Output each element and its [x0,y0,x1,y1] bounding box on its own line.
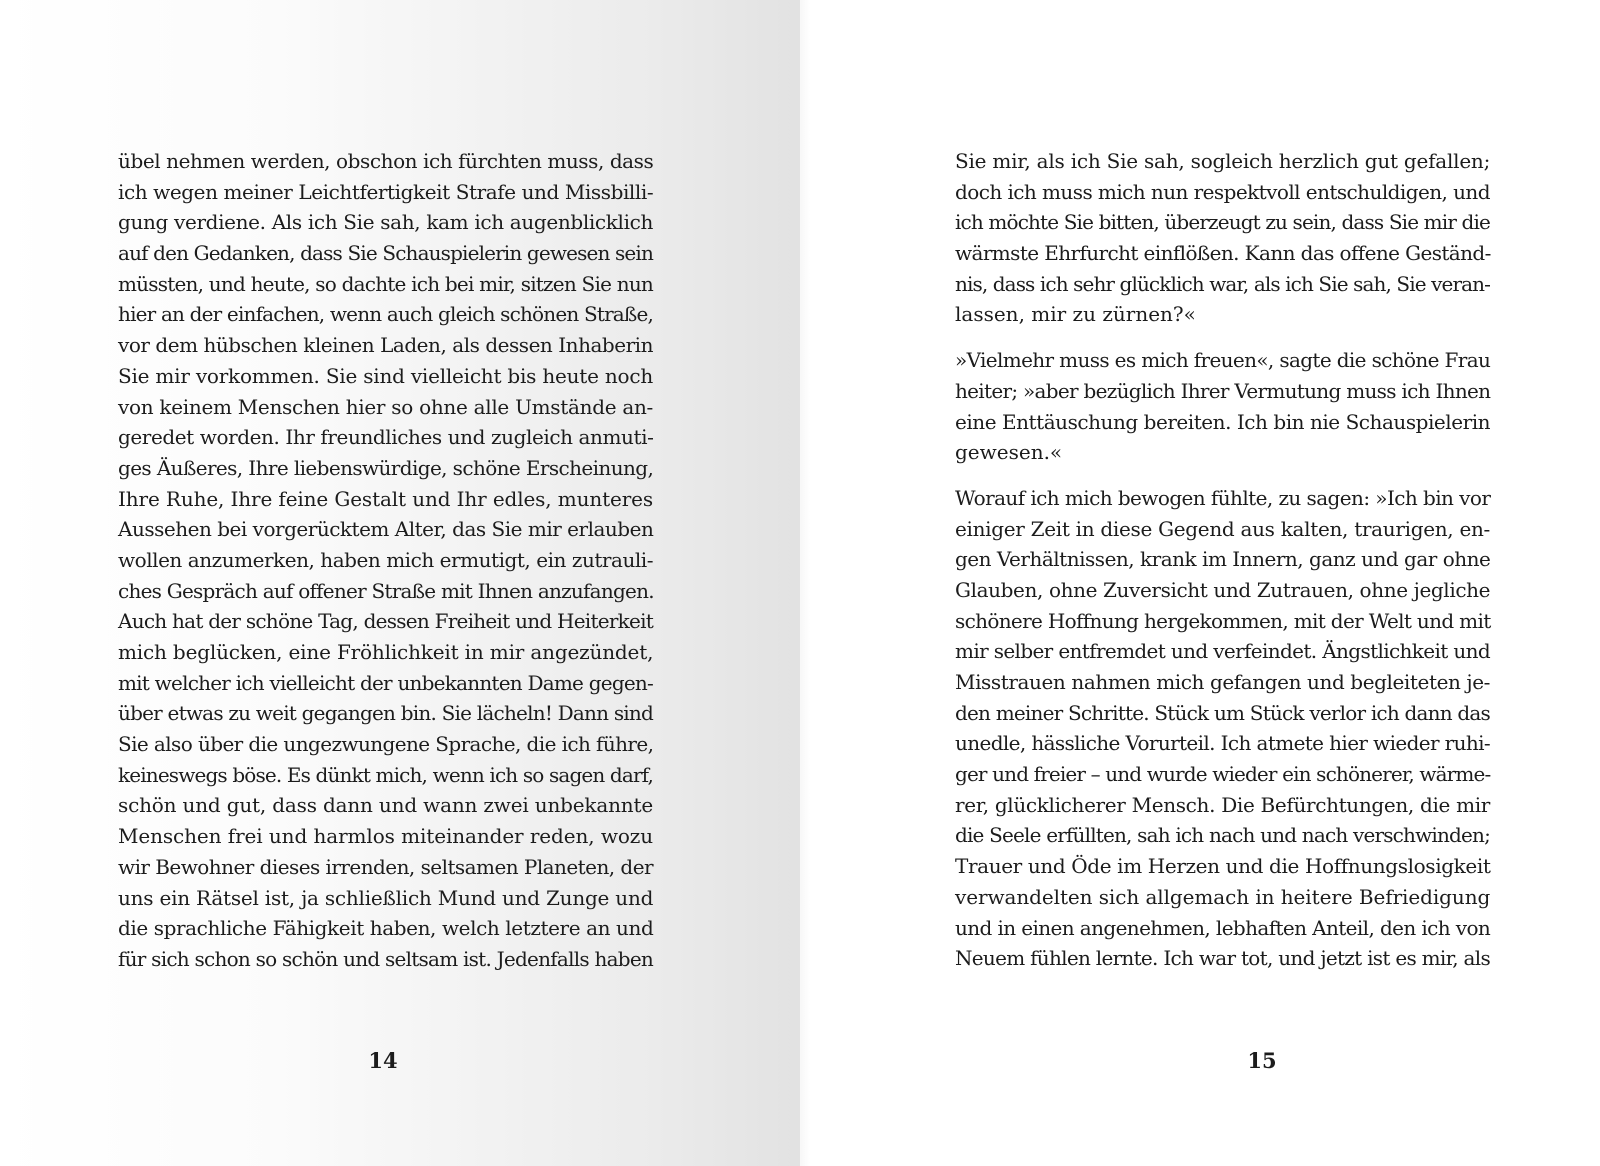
text-line: keineswegs böse. Es dünkt mich, wenn ich so sagen darf, [118,762,653,787]
text-line: verwandelten sich allgemach in heitere Befriedigung [955,884,1491,909]
text-line: über etwas zu weit gegangen bin. Sie lächeln! Dann sind [118,701,654,726]
text-line: für sich schon so schön und seltsam ist. Jedenfalls haben [118,946,654,971]
text-line: gung verdiene. Als ich Sie sah, kam ich augenblicklich [118,210,653,235]
text-line: wollen anzumerken, haben mich ermutigt, ein zutrauli- [118,547,653,572]
text-line: ges Äußeres, Ihre liebenswürdige, schöne Erscheinung, [118,455,654,480]
text-line: Neuem fühlen lernte. Ich war tot, und jetzt ist es mir, als [955,946,1490,971]
text-line: den meiner Schritte. Stück um Stück verlor ich dann das [955,700,1490,725]
text-line: Auch hat der schöne Tag, dessen Freiheit und Heiterkeit [118,609,654,634]
text-line: gewesen.« [955,440,1063,465]
text-line: ich möchte Sie bitten, überzeugt zu sein, dass Sie mir die [955,210,1490,235]
text-line: rer, glücklicherer Mensch. Die Befürchtungen, die mir [955,792,1490,817]
text-line: eine Enttäuschung bereiten. Ich bin nie Schauspielerin [955,409,1491,434]
text-line: ich wegen meiner Leichtfertigkeit Strafe und Missbilli- [118,179,654,204]
text-line: Worauf ich mich bewogen fühlte, zu sagen: »Ich bin vor [955,485,1491,510]
text-line: ger und freier – und wurde wieder ein schönerer, wärme- [955,762,1491,787]
text-line: ches Gespräch auf offener Straße mit Ihnen anzufangen. [118,578,654,603]
text-line: müssten, und heute, so dachte ich bei mir, sitzen Sie nun [118,271,653,296]
text-line: gen Verhältnissen, krank im Innern, ganz und gar ohne [955,547,1491,572]
text-line: Trauer und Öde im Herzen und die Hoffnungslosigkeit [955,854,1491,879]
text-line: Sie also über die ungezwungene Sprache, die ich führe, [118,732,654,757]
text-line: Misstrauen nahmen mich gefangen und begleiteten je- [955,670,1490,694]
text-line: unedle, hässliche Vorurteil. Ich atmete hier wieder ruhi- [955,731,1490,756]
text-line: übel nehmen werden, obschon ich fürchten muss, dass [118,149,654,173]
page-number-left: 14 [368,1048,398,1073]
text-line: Aussehen bei vorgerücktem Alter, das Sie mir erlauben [118,517,654,542]
text-line: die Seele erfüllten, sah ich nach und nach verschwinden; [955,823,1490,848]
paragraph-gap [955,468,1490,483]
text-line: heiter; »aber bezüglich Ihrer Vermutung muss ich Ihnen [955,378,1491,403]
text-line: hier an der einfachen, wenn auch gleich schönen Straße, [118,302,654,327]
gutter-shadow [800,0,810,1166]
text-line: Menschen frei und harmlos miteinander reden, wozu [118,824,653,849]
text-line: Ihre Ruhe, Ihre feine Gestalt und Ihr edles, munteres [118,486,653,511]
text-line: mit welcher ich vielleicht der unbekannten Dame gegen- [118,670,653,695]
text-line: schön und gut, dass dann und wann zwei unbekannte [118,793,653,818]
text-line: Sie mir, als ich Sie sah, sogleich herzlich gut gefallen; [955,149,1491,173]
text-line: auf den Gedanken, dass Sie Schauspielerin gewesen sein [118,241,653,266]
text-line: die sprachliche Fähigkeit haben, welch letztere an und [118,916,654,941]
text-line: »Vielmehr muss es mich freuen«, sagte die schöne Frau [955,348,1491,373]
text-line: mich beglücken, eine Fröhlichkeit in mir angezündet, [118,640,654,664]
text-line: Sie mir vorkommen. Sie sind vielleicht bis heute noch [118,363,653,388]
text-line: wärmste Ehrfurcht einflößen. Kann das offene Geständ- [955,241,1491,266]
text-line: einiger Zeit in diese Gegend aus kalten, traurigen, en- [955,516,1490,541]
paragraph-gap [955,330,1490,345]
text-line: wir Bewohner dieses irrenden, seltsamen Planeten, der [118,854,653,879]
right-page [800,0,1600,1166]
text-line: schönere Hoffnung hergekommen, mit der Welt und mit [955,608,1491,633]
text-line: vor dem hübschen kleinen Laden, als dessen Inhaberin [118,333,653,358]
text-line: nis, dass ich sehr glücklich war, als ich Sie sah, Sie veran- [955,271,1490,296]
text-line: lassen, mir zu zürnen?« [955,302,1196,327]
left-page-text [118,146,653,975]
text-line: und in einen angenehmen, lebhaften Anteil, den ich von [955,915,1491,940]
text-line: doch ich muss mich nun respektvoll entschuldigen, und [955,179,1490,204]
text-line: Glauben, ohne Zuversicht und Zutrauen, ohne jegliche [955,577,1491,602]
text-line: von keinem Menschen hier so ohne alle Umstände an- [118,394,653,419]
text-line: geredet worden. Ihr freundliches und zugleich anmuti- [118,425,654,450]
text-line: mir selber entfremdet und verfeindet. Ängstlichkeit und [955,639,1491,664]
page-number-right: 15 [1247,1048,1277,1073]
right-page-text [955,146,1490,974]
text-line: uns ein Rätsel ist, ja schließlich Mund und Zunge und [118,885,654,910]
